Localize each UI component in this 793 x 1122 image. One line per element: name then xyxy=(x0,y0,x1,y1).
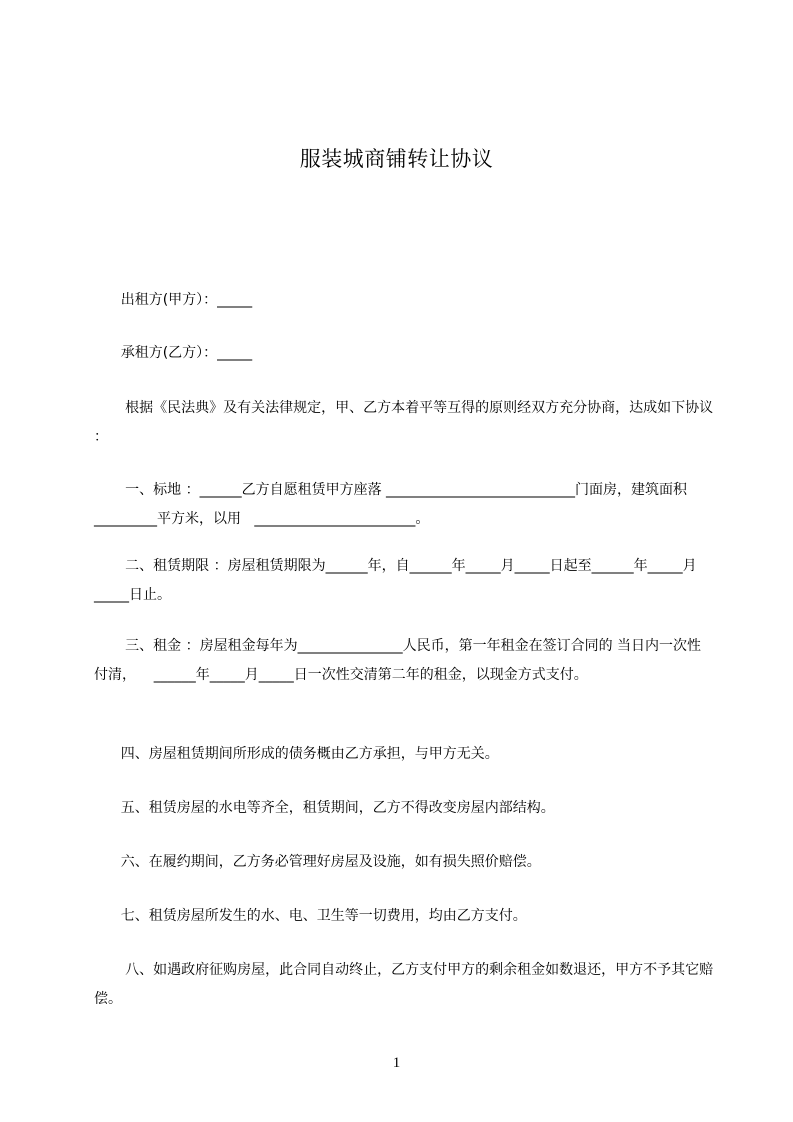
clause-7-expenses: 七、租赁房屋所发生的水、电、卫生等一切费用，均由乙方支付。 xyxy=(94,908,527,924)
clause-1-premises: 一、标地 ：______乙方自愿租赁甲方座落 ___________________________门面房，建筑面积_________平方米，以用 _______________________。 xyxy=(94,482,688,527)
clause-4-debts: 四、房屋租赁期间所形成的债务概由乙方承担，与甲方无关。 xyxy=(94,746,499,762)
lessee-line: 承租方(乙方）：_____ xyxy=(94,345,253,361)
clause-5-utilities-structure: 五、租赁房屋的水电等齐全，租赁期间，乙方不得改变房屋内部结构。 xyxy=(94,800,555,816)
clause-8-expropriation: 八、如遇政府征购房屋，此合同自动终止，乙方支付甲方的剩余租金如数退还，甲方不予其它赔偿。 xyxy=(94,962,714,1007)
clause-6-maintenance: 六、在履约期间，乙方务必管理好房屋及设施，如有损失照价赔偿。 xyxy=(94,854,541,870)
page-number: 1 xyxy=(392,1055,401,1071)
clause-2-lease-term: 二、租赁期限 ：房屋租赁期限为______年，自______年_____月_____日起至______年_____月_____日止。 xyxy=(94,558,697,603)
document-title: 服装城商铺转让协议 xyxy=(299,147,494,171)
lessor-line: 出租方(甲方）：_____ xyxy=(94,292,253,308)
preamble-paragraph: 根据《民法典》及有关法律规定，甲、乙方本着平等互得的原则经双方充分协商，达成如下协议 ： xyxy=(94,400,718,445)
clause-3-rent: 三、租金 ：房屋租金每年为_______________人民币，第一年租金在签订合同的 当日内一次性付清， ______年_____月_____日一次性交清第二年的租金，以现金方式支付。 xyxy=(94,638,702,683)
